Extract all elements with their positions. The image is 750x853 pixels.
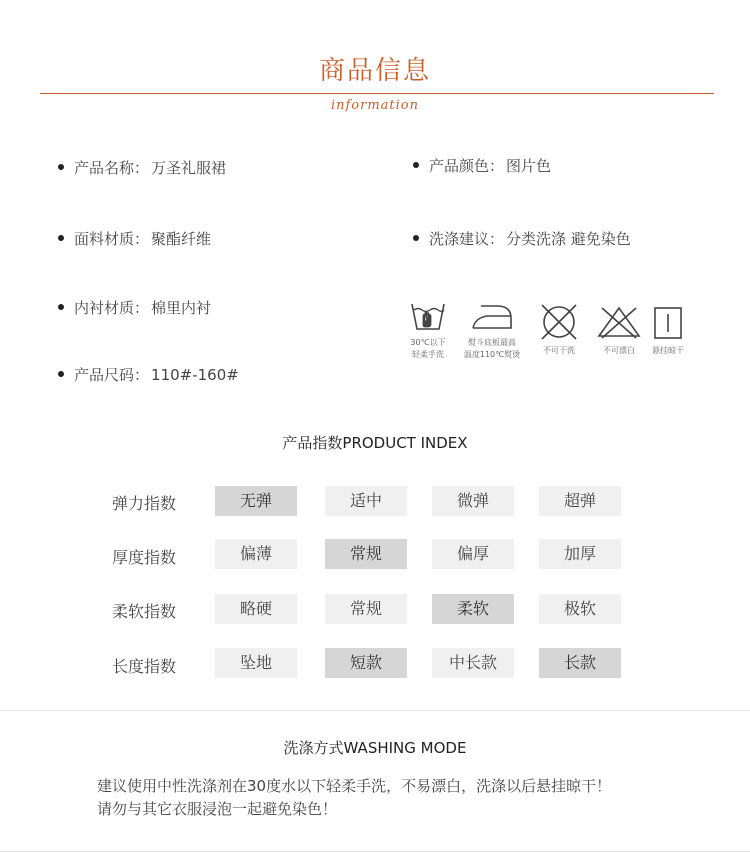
info-value: 分类洗涤 避免染色 xyxy=(506,230,631,248)
index-option: 适中 xyxy=(325,486,407,516)
info-separator: ： xyxy=(134,366,150,384)
hang-dry-icon xyxy=(648,302,688,342)
index-option-selected: 短款 xyxy=(325,648,407,678)
no-bleach-icon xyxy=(596,302,642,342)
info-item-color xyxy=(413,155,551,176)
wash-icon-caption: 30℃以下 xyxy=(410,338,446,347)
index-row-label: 厚度指数 xyxy=(112,548,177,567)
index-option: 略硬 xyxy=(215,594,297,624)
info-label: 产品尺码 xyxy=(74,366,135,384)
info-item-fabric xyxy=(58,228,211,249)
bullet-dot xyxy=(58,164,64,170)
wash-icon-caption: 不可漂白 xyxy=(603,346,635,355)
index-option: 偏薄 xyxy=(215,539,297,569)
wash-icon-iron xyxy=(462,298,522,361)
iron-110-icon xyxy=(467,298,517,334)
wash-icon-no-dry xyxy=(529,302,589,357)
info-separator: ： xyxy=(134,230,150,248)
info-label: 产品颜色 xyxy=(429,157,490,175)
info-label: 洗涤建议 xyxy=(429,230,490,248)
bullet-dot xyxy=(58,304,64,310)
index-option: 超弹 xyxy=(539,486,621,516)
info-item-lining xyxy=(58,297,211,318)
info-value: 万圣礼服裙 xyxy=(151,159,227,177)
bottom-divider xyxy=(0,851,750,852)
index-option-selected: 长款 xyxy=(539,648,621,678)
index-row-label: 柔软指数 xyxy=(112,602,177,621)
info-value: 聚酯纤维 xyxy=(151,230,212,248)
page-title: 商品信息 xyxy=(318,56,431,86)
hand-wash-30-icon xyxy=(408,298,448,334)
info-separator: ： xyxy=(489,230,505,248)
title-divider xyxy=(40,93,714,94)
info-separator: ： xyxy=(134,299,150,317)
page-subtitle: information xyxy=(330,98,420,113)
info-label: 面料材质 xyxy=(74,230,135,248)
info-value: 图片色 xyxy=(506,157,552,175)
index-option: 加厚 xyxy=(539,539,621,569)
washing-instruction-line2: 请勿与其它衣服浸泡一起避免染色！ xyxy=(97,800,338,818)
info-value: 110#-160# xyxy=(151,366,239,384)
index-option: 坠地 xyxy=(215,648,297,678)
wash-icon-caption: 轻柔手洗 xyxy=(412,350,444,359)
product-index-title: 产品指数PRODUCT INDEX xyxy=(282,434,468,452)
section-divider xyxy=(0,710,750,711)
index-option-selected: 常规 xyxy=(325,539,407,569)
info-label: 内衬材质 xyxy=(74,299,135,317)
info-item-wash xyxy=(413,228,631,249)
wash-icon-caption: 温度110℃熨烫 xyxy=(463,350,521,359)
info-separator: ： xyxy=(489,157,505,175)
index-option: 偏厚 xyxy=(432,539,514,569)
wash-icon-caption: 悬挂晾干 xyxy=(652,346,684,355)
info-item-name xyxy=(58,157,226,178)
wash-icon-hand xyxy=(398,298,458,361)
index-option: 常规 xyxy=(325,594,407,624)
bullet-dot xyxy=(413,235,419,241)
no-tumble-dry-icon xyxy=(538,302,580,342)
info-item-size xyxy=(58,364,239,385)
washing-title: 洗涤方式WASHING MODE xyxy=(283,739,467,757)
bullet-dot xyxy=(58,235,64,241)
index-row-label: 长度指数 xyxy=(112,657,177,676)
index-option-selected: 无弹 xyxy=(215,486,297,516)
info-label: 产品名称 xyxy=(74,159,135,177)
bullet-dot xyxy=(58,371,64,377)
info-value: 棉里内衬 xyxy=(151,299,212,317)
index-option: 中长款 xyxy=(432,648,514,678)
wash-icon-caption: 不可干洗 xyxy=(543,346,575,355)
bullet-dot xyxy=(413,162,419,168)
index-option: 极软 xyxy=(539,594,621,624)
washing-instruction-line1: 建议使用中性洗涤剂在30度水以下轻柔手洗，不易漂白，洗涤以后悬挂晾干！ xyxy=(97,777,612,795)
index-row-label: 弹力指数 xyxy=(112,494,177,513)
index-option: 微弹 xyxy=(432,486,514,516)
info-separator: ： xyxy=(134,159,150,177)
index-option-selected: 柔软 xyxy=(432,594,514,624)
wash-icon-caption: 熨斗底板最高 xyxy=(468,338,516,347)
wash-icon-hang xyxy=(638,302,698,357)
